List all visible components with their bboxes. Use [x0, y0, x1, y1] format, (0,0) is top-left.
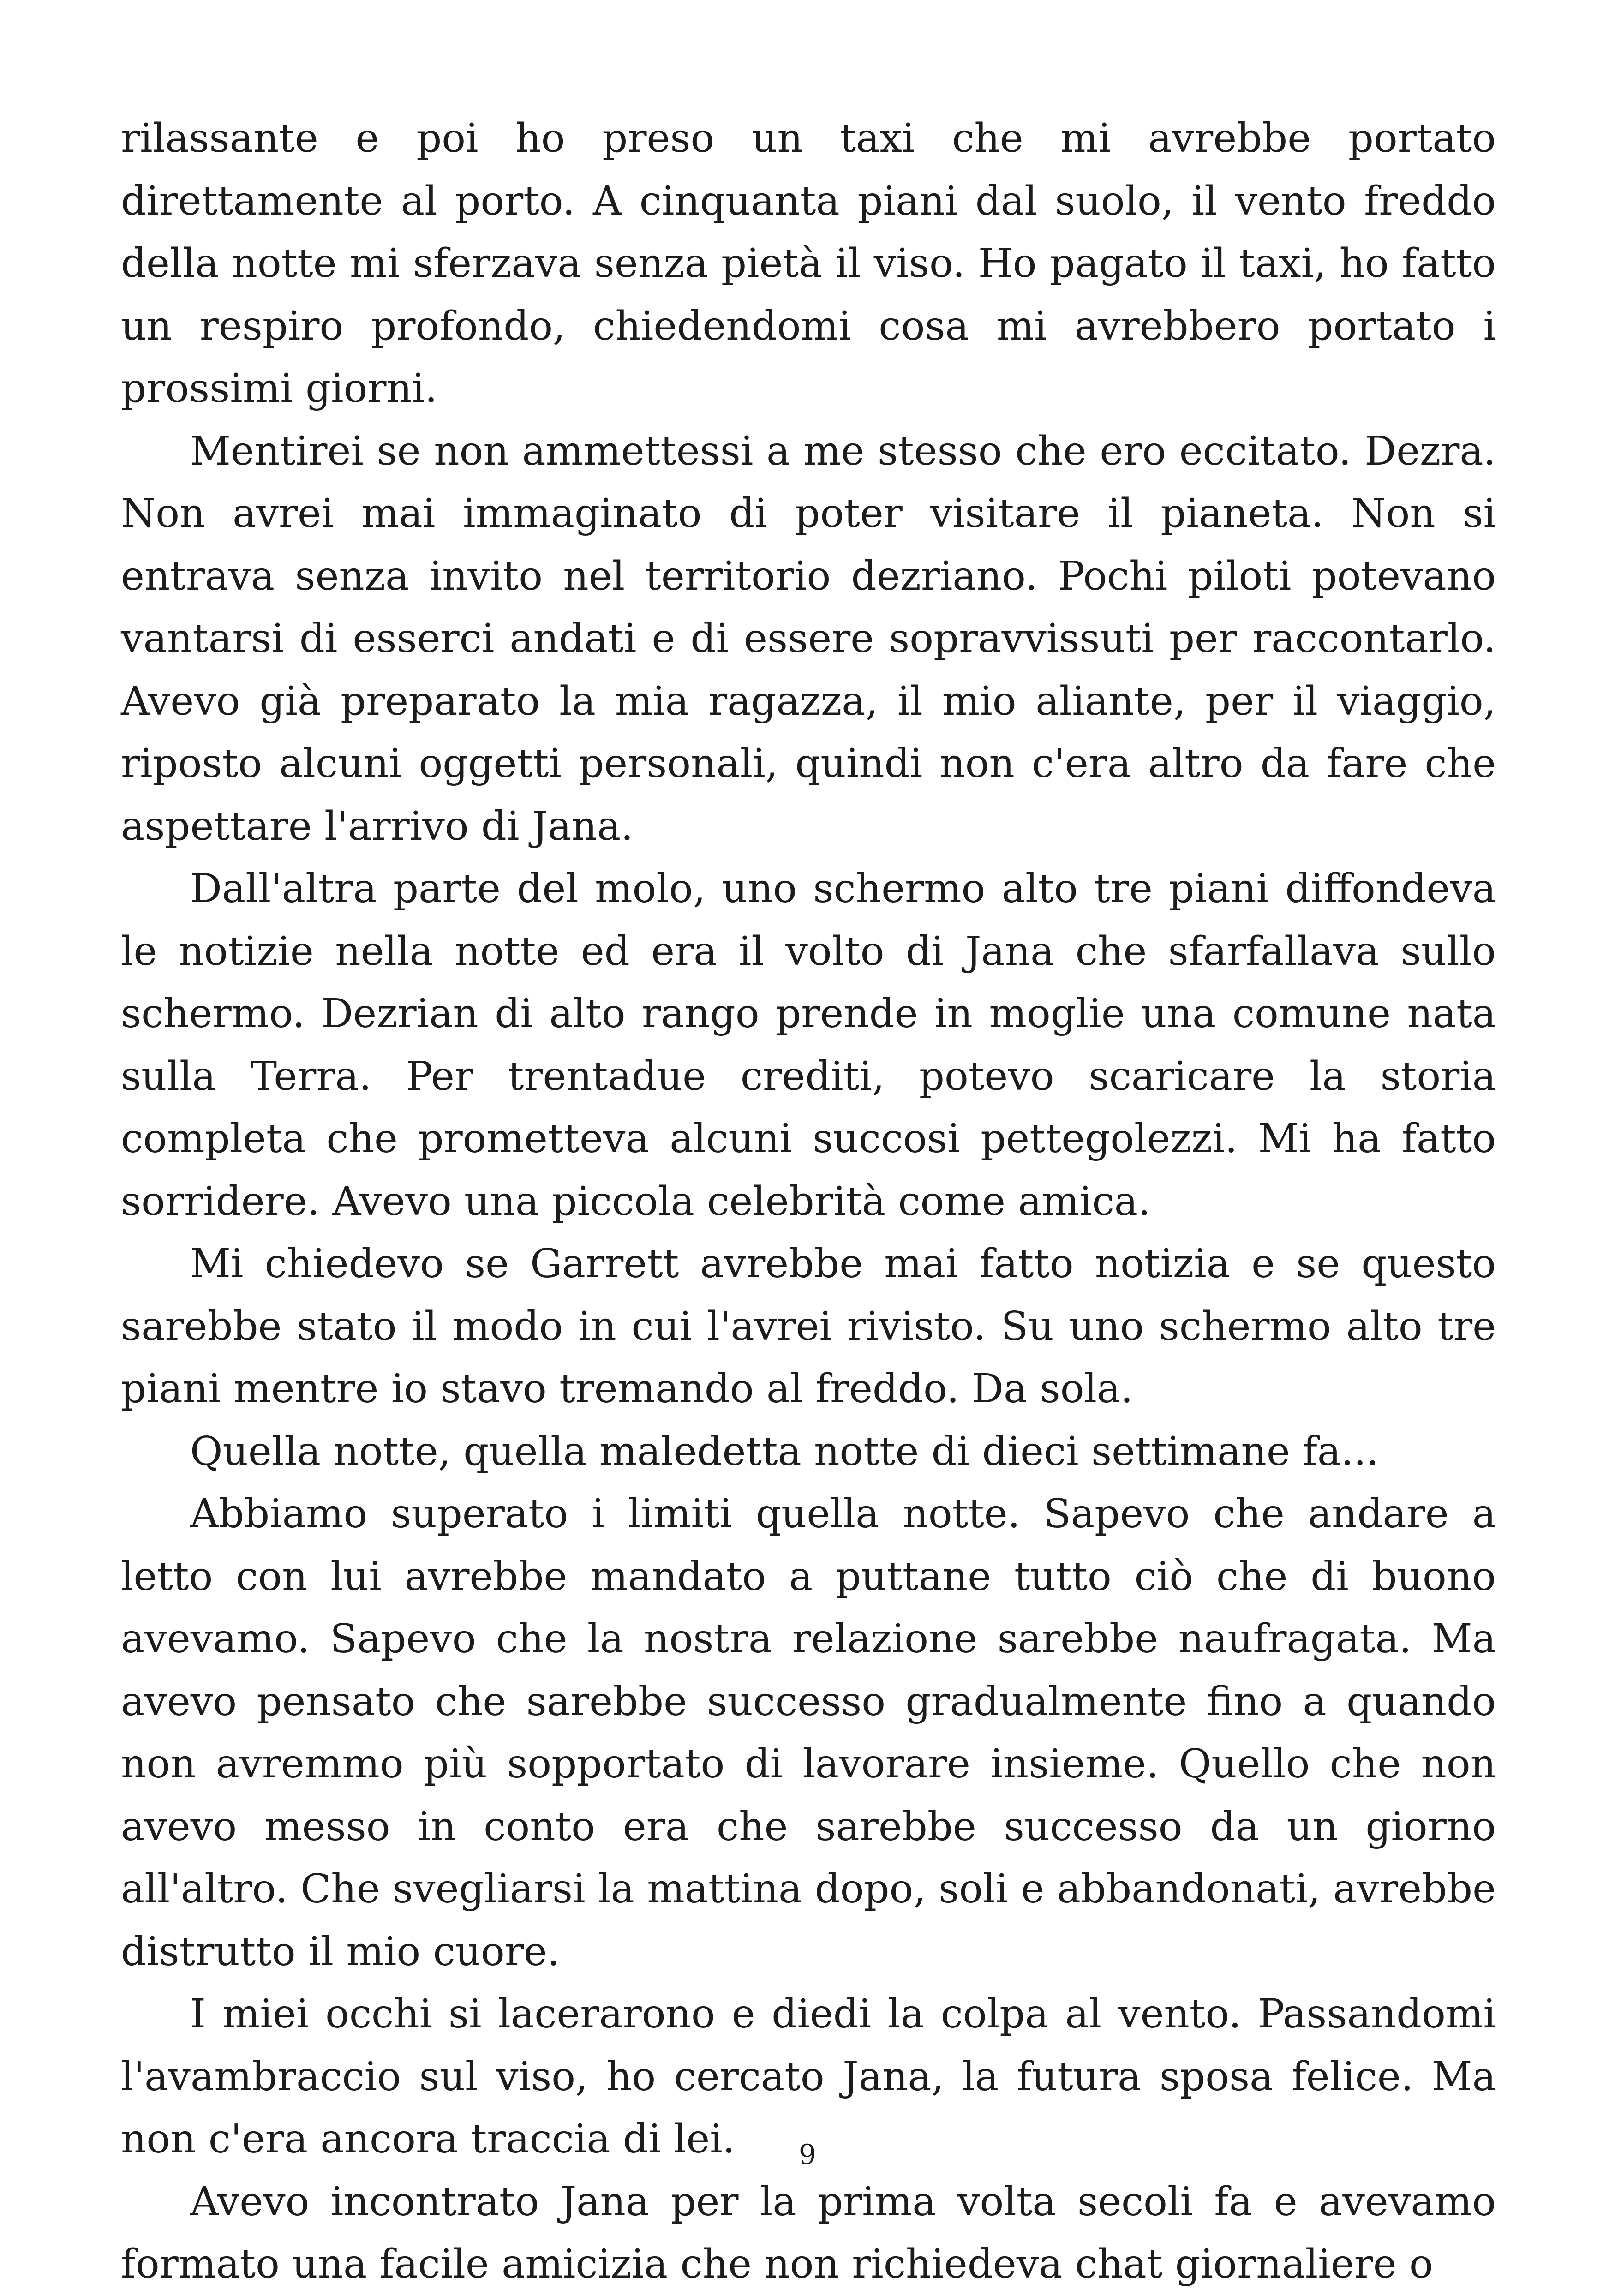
paragraph: Avevo incontrato Jana per la prima volta secoli fa e avevamo formato una facile amicizia che non richiedeva chat giornaliere o	[121, 2178, 1496, 2287]
body-text	[121, 108, 1496, 2296]
paragraph: I miei occhi si lacerarono e diedi la colpa al vento. Passandomi l'avambraccio sul viso, ho cercato Jana, la futura sposa felice. Ma non c'era ancora traccia di lei.	[121, 1991, 1496, 2162]
paragraph: Mi chiedevo se Garrett avrebbe mai fatto notizia e se questo sarebbe stato il modo in cui l'avrei rivisto. Su uno schermo alto tre piani mentre io stavo tremando al freddo. Da sola.	[121, 1241, 1496, 1412]
paragraph: rilassante e poi ho preso un taxi che mi avrebbe portato direttamente al porto. A cinquanta piani dal suolo, il vento freddo della notte mi sferzava senza pietà il viso. Ho pagato il taxi, ho fatto un respiro profondo, chiedendomi cosa mi avrebbero portato i prossimi giorni.	[121, 115, 1496, 412]
paragraph: Dall'altra parte del molo, uno schermo alto tre piani diffondeva le notizie nella notte ed era il volto di Jana che sfarfallava sullo schermo. Dezrian di alto rango prende in moglie una comune nata sulla Terra. Per trentadue crediti, potevo scaricare la storia completa che prometteva alcuni succosi pettegolezzi. Mi ha fatto sorridere. Avevo una piccola celebrità come amica.	[121, 866, 1496, 1225]
paragraph: Abbiamo superato i limiti quella notte. Sapevo che andare a letto con lui avrebbe mandato a puttane tutto ciò che di buono avevamo. Sapevo che la nostra relazione sarebbe naufragata. Ma avevo pensato che sarebbe successo gradualmente fino a quando non avremmo più sopportato di lavorare insieme. Quello che non avevo messo in conto era che sarebbe successo da un giorno all'altro. Che svegliarsi la mattina dopo, soli e abbandonati, avrebbe distrutto il mio cuore.	[121, 1491, 1496, 1975]
paragraph: Mentirei se non ammettessi a me stesso che ero eccitato. Dezra. Non avrei mai immaginato di poter visitare il pianeta. Non si entrava senza invito nel territorio dezriano. Pochi piloti potevano vantarsi di esserci andati e di essere sopravvissuti per raccontarlo. Avevo già preparato la mia ragazza, il mio aliante, per il viaggio, riposto alcuni oggetti personali, quindi non c'era altro da fare che aspettare l'arrivo di Jana.	[121, 428, 1496, 849]
page-number: 9	[798, 2139, 817, 2171]
paragraph: Quella notte, quella maledetta notte di dieci settimane fa...	[190, 1428, 1379, 1475]
